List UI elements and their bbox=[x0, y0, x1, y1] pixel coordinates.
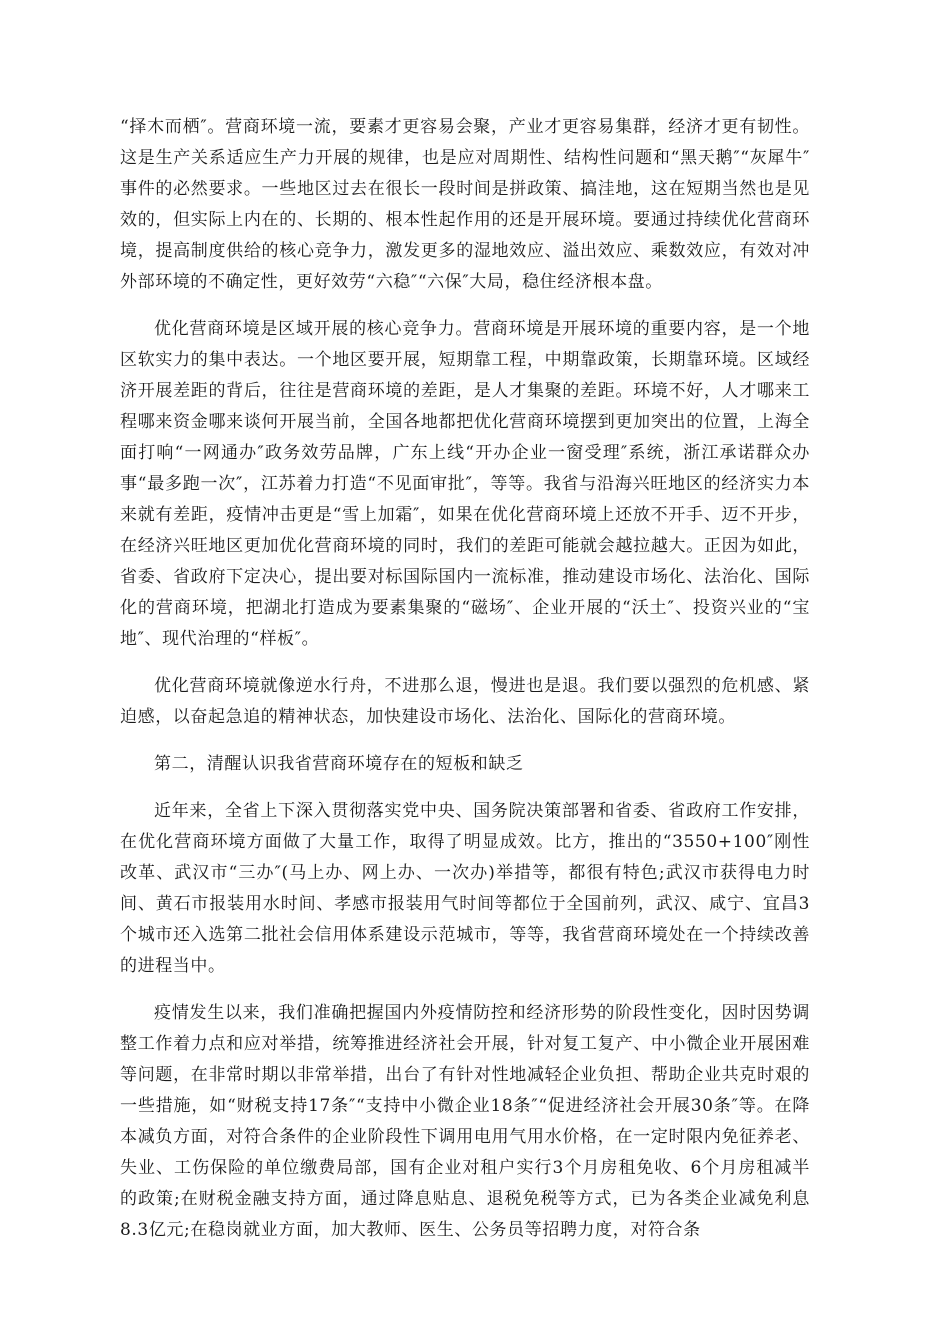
paragraph-3: 优化营商环境就像逆水行舟，不进那么退，慢进也是退。我们要以强烈的危机感、紧迫感，以奋起急追的精神状态，加快建设市场化、法治化、国际化的营商环境。 bbox=[120, 676, 810, 727]
paragraph-2: 优化营商环境是区域开展的核心竞争力。营商环境是开展环境的重要内容，是一个地区软实力的集中表达。一个地区要开展，短期靠工程，中期靠政策，长期靠环境。区域经济开展差距的背后，往往是营商环境的差距，是人才集聚的差距。环境不好，人才哪来工程哪来资金哪来谈何开展当前，全国各地都把优化营商环境摆到更加突出的位置，上海全面打响“一网通办″政务效劳品牌，广东上线“开办企业一窗受理″系统，浙江承诺群众办事“最多跑一次″，江苏着力打造“不见面审批″，等等。我省与沿海兴旺地区的经济实力本来就有差距，疫情冲击更是“雪上加霜″，如果在优化营商环境上还放不开手、迈不开步，在经济兴旺地区更加优化营商环境的同时，我们的差距可能就会越拉越大。正因为如此，省委、省政府下定决心，提出要对标国际国内一流标准，推动建设市场化、法治化、国际化的营商环境，把湖北打造成为要素集聚的“磁场″、企业开展的“沃土″、投资兴业的“宝地″、现代治理的“样板″。 bbox=[120, 319, 810, 649]
paragraph-4: 近年来，全省上下深入贯彻落实党中央、国务院决策部署和省委、省政府工作安排，在优化营商环境方面做了大量工作，取得了明显成效。比方，推出的“3550+100″刚性改革、武汉市“三办″(马上办、网上办、一次办)举措等，都很有特色;武汉市获得电力时间、黄石市报装用水时间、孝感市报装用气时间等都位于全国前列，武汉、咸宁、宜昌3个城市还入选第二批社会信用体系建设示范城市，等等，我省营商环境处在一个持续改善的进程当中。 bbox=[120, 801, 810, 976]
paragraph-5: 疫情发生以来，我们准确把握国内外疫情防控和经济形势的阶段性变化，因时因势调整工作着力点和应对举措，统筹推进经济社会开展，针对复工复产、中小微企业开展困难等问题，在非常时期以非常举措，出台了有针对性地减轻企业负担、帮助企业共克时艰的一些措施，如“财税支持17条″“支持中小微企业18条″“促进经济社会开展30条″等。在降本减负方面，对符合条件的企业阶段性下调用电用气用水价格，在一定时限内免征养老、失业、工伤保险的单位缴费局部，国有企业对租户实行3个月房租免收、6个月房租减半的政策;在财税金融支持方面，通过降息贴息、退税免税等方式，已为各类企业减免利息8.3亿元;在稳岗就业方面，加大教师、医生、公务员等招聘力度，对符合条 bbox=[120, 1003, 810, 1240]
section-heading: 第二，清醒认识我省营商环境存在的短板和缺乏 bbox=[154, 754, 524, 774]
paragraph-1: “择木而栖″。营商环境一流，要素才更容易会聚，产业才更容易集群，经济才更有韧性。这是生产关系适应生产力开展的规律，也是应对周期性、结构性问题和“黑天鹅″“灰犀牛″事件的必然要求。一些地区过去在很长一段时间是拼政策、搞洼地，这在短期当然也是见效的，但实际上内在的、长期的、根本性起作用的还是开展环境。要通过持续优化营商环境，提高制度供给的核心竞争力，激发更多的湿地效应、溢出效应、乘数效应，有效对冲外部环境的不确定性，更好效劳“六稳″“六保″大局，稳住经济根本盘。 bbox=[120, 117, 810, 292]
document-body bbox=[120, 112, 810, 1262]
